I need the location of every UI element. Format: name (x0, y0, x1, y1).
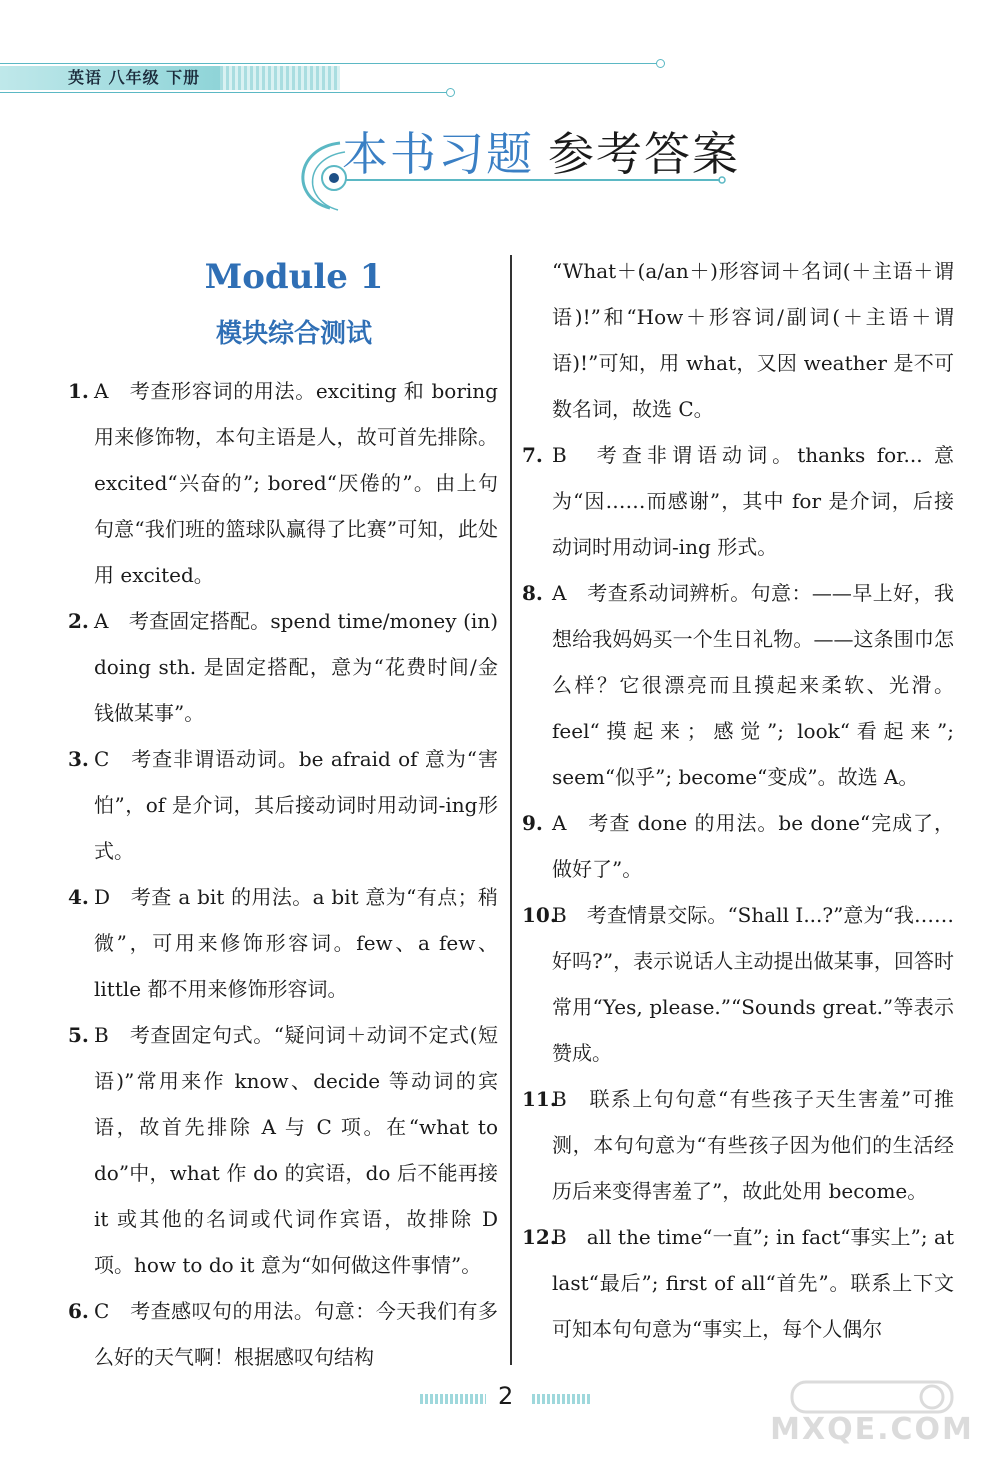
answer-text: B 联系上句句意“有些孩子天生害羞”可推测，本句句意为“有些孩子因为他们的生活经历后来变得害羞了”，故此处用 become。 (552, 1087, 954, 1203)
header-rule-dot (446, 88, 455, 97)
answer-number: 4. (68, 885, 89, 909)
answer-number: 7. (522, 443, 543, 467)
answer-text: C 考查非谓语动词。be afraid of 意为“害怕”，of 是介词，其后接动词时用动词-ing形式。 (94, 747, 498, 863)
answer-number: 10. (522, 903, 557, 927)
answer-item (68, 598, 505, 736)
answer-number: 2. (68, 609, 89, 633)
title-part-a: 本书习题 (342, 127, 534, 181)
module-title: Module 1 (204, 257, 384, 297)
answer-text: B 考查固定句式。“疑问词＋动词不定式(短语)”常用来作 know、decide 等动词的宾语，故首先排除 A 与 C 项。在“what to do”中，what 作 do 的宾语，do 后不能再接 it 或其他的名词或代词作宾语，故排除 D 项。how to do it 意为“如何做这件事情”。 (94, 1023, 505, 1277)
answer-text: D 考查 a bit 的用法。a bit 意为“有点；稍微”，可用来修饰形容词。few、a few、little 都不用来修饰形容词。 (94, 885, 498, 1001)
answer-item (68, 368, 505, 598)
answer-text: C 考查感叹句的用法。句意：今天我们有多么好的天气啊！根据感叹句结构 (94, 1299, 498, 1369)
answer-item (68, 874, 498, 1012)
answer-item (522, 432, 954, 570)
left-column (68, 248, 505, 1380)
footer-decoration-right (532, 1394, 590, 1404)
module-subtitle: 模块综合测试 (215, 319, 372, 349)
answer-item (68, 1288, 498, 1380)
answer-text: A 考查形容词的用法。exciting 和 boring 用来修饰物，本句主语是人，故可首先排除。excited“兴奋的”; bored“厌倦的”。由上句句意“我们班的篮球队赢得了比赛”可知，此处用 excited。 (94, 379, 505, 587)
answer-number: 12. (522, 1225, 557, 1249)
answer-number: 3. (68, 747, 89, 771)
header-rule-bottom (0, 92, 450, 93)
answer-text: A 考查系动词辨析。句意：——早上好，我想给我妈妈买一个生日礼物。——这条围巾怎么样？它很漂亮而且摸起来柔软、光滑。feel“摸起来；感觉”; look“看起来”; seem“似乎”; become“变成”。故选 A。 (552, 581, 961, 789)
answer-item (68, 1012, 505, 1288)
title-part-b: 参考答案 (548, 127, 740, 181)
answer-number: 8. (522, 581, 543, 605)
page-footer (420, 1384, 590, 1414)
answer-item (522, 800, 954, 892)
answer-text: A 考查固定搭配。spend time/money (in) doing sth. 是固定搭配，意为“花费时间/金钱做某事”。 (94, 609, 505, 725)
header-rule-dot (656, 59, 665, 68)
answer-text: B all the time“一直”; in fact“事实上”; at last“最后”; first of all“首先”。联系上下文可知本句句意为“事实上，每个人偶尔 (552, 1225, 961, 1341)
watermark-logo (762, 1378, 982, 1448)
footer-decoration-left (420, 1394, 486, 1404)
answer-text: B 考查非谓语动词。thanks for... 意为“因……而感谢”，其中 for 是介词，后接动词时用动词-ing 形式。 (552, 443, 954, 559)
answer-key-title (342, 128, 740, 180)
header-band-pattern (220, 66, 340, 90)
answer-item (522, 892, 954, 1076)
watermark-text: MXQE.COM (770, 1412, 974, 1447)
answer-number: 6. (68, 1299, 89, 1323)
header-rule-top (0, 63, 660, 64)
page-number: 2 (498, 1382, 514, 1410)
answer-item (68, 736, 498, 874)
book-title: 英语 八年级 下册 (68, 68, 201, 87)
answer-text: B 考查情景交际。“Shall I...?”意为“我……好吗?”，表示说话人主动提出做某事，回答时常用“Yes, please.”“Sounds great.”等表示赞成。 (552, 903, 954, 1065)
answer-number: 1. (68, 379, 89, 403)
right-column (522, 248, 961, 1352)
answer-item (522, 1076, 954, 1214)
answer-item (522, 1214, 961, 1352)
answer-number: 5. (68, 1023, 89, 1047)
answer-text: A 考查 done 的用法。be done“完成了，做好了”。 (552, 811, 954, 881)
answer-item (522, 570, 961, 800)
answer-continuation: “What＋(a/an＋)形容词＋名词(＋主语＋谓语)!”和“How＋形容词/副词(＋主语＋谓语)!”可知，用 what，又因 weather 是不可数名词，故选 C。 (552, 259, 954, 421)
answer-number: 9. (522, 811, 543, 835)
column-divider (510, 255, 512, 1365)
answer-number: 11. (522, 1087, 557, 1111)
